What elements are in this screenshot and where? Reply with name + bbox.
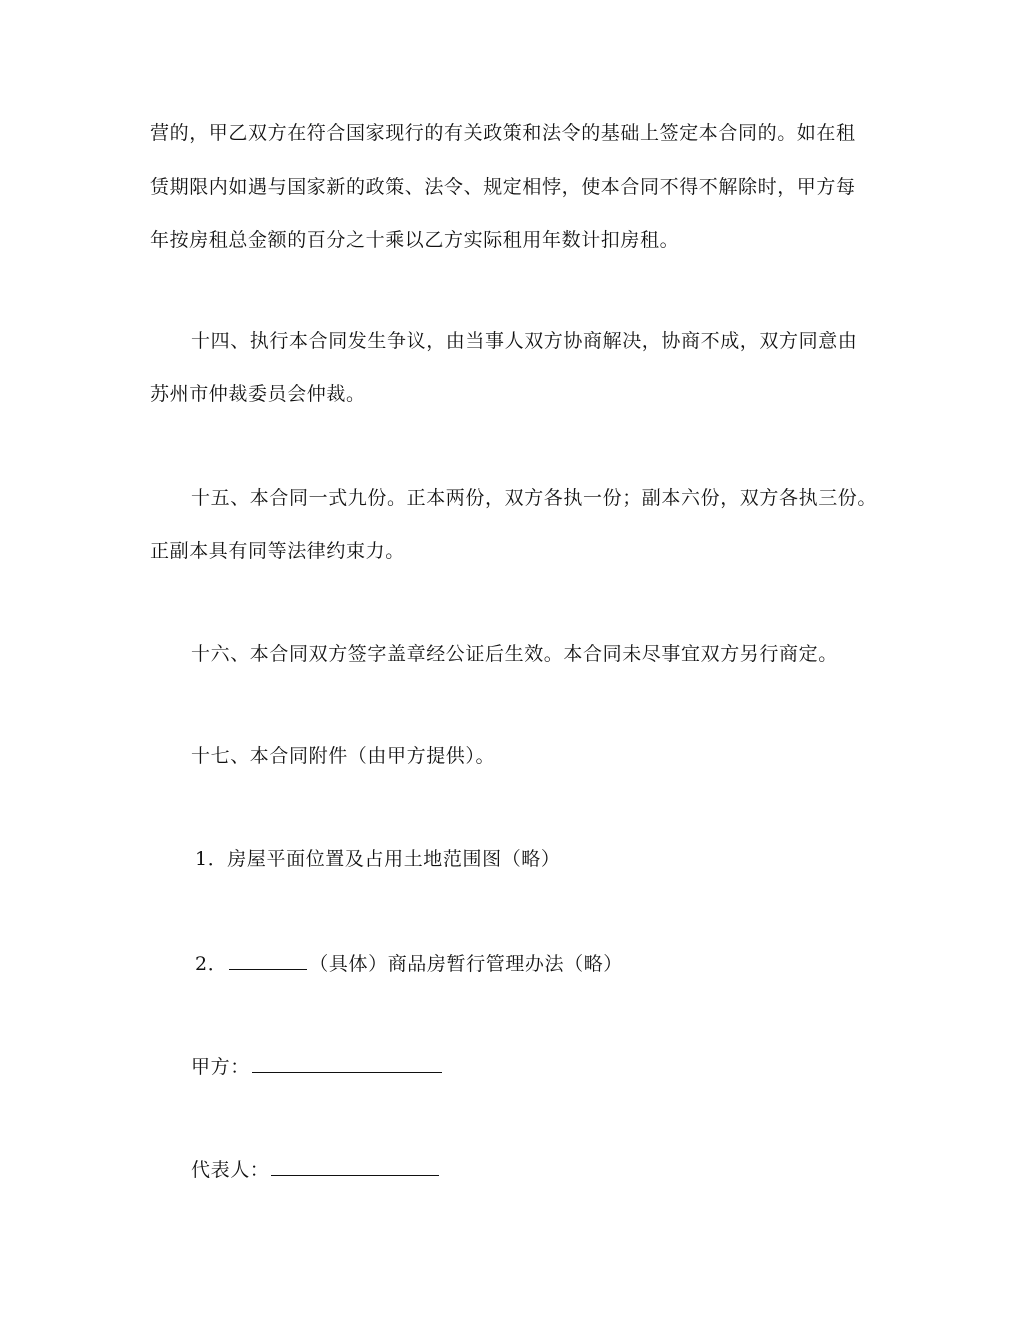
paragraph-13-line-2: 赁期限内如遇与国家新的政策、法令、规定相悖，使本合同不得不解除时，甲方每 bbox=[150, 176, 856, 198]
paragraph-13-line-1: 营的，甲乙双方在符合国家现行的有关政策和法令的基础上签定本合同的。如在租 bbox=[150, 122, 856, 144]
party-a-signature-row bbox=[191, 1054, 442, 1080]
attachment-item-2 bbox=[195, 951, 623, 977]
paragraph-14-line-2: 苏州市仲裁委员会仲裁。 bbox=[150, 383, 366, 405]
attachment-item-2-blank-field[interactable] bbox=[229, 968, 307, 970]
paragraph-17-line-1: 十七、本合同附件（由甲方提供）。 bbox=[191, 745, 496, 767]
paragraph-15-line-2: 正副本具有同等法律约束力。 bbox=[150, 540, 405, 562]
paragraph-16-line-1: 十六、本合同双方签字盖章经公证后生效。本合同未尽事宜双方另行商定。 bbox=[191, 643, 838, 665]
paragraph-15-line-1: 十五、本合同一式九份。正本两份，双方各执一份；副本六份，双方各执三份。 bbox=[191, 487, 878, 509]
attachment-item-1: 1．房屋平面位置及占用土地范围图（略） bbox=[195, 848, 561, 870]
representative-signature-row bbox=[191, 1157, 439, 1183]
party-a-signature-field[interactable] bbox=[252, 1071, 442, 1073]
attachment-item-2-text: （具体）商品房暂行管理办法（略） bbox=[309, 953, 623, 975]
paragraph-14-line-1: 十四、执行本合同发生争议，由当事人双方协商解决，协商不成，双方同意由 bbox=[191, 330, 858, 352]
representative-signature-field[interactable] bbox=[271, 1174, 439, 1176]
representative-label: 代表人： bbox=[191, 1159, 270, 1181]
party-a-label: 甲方： bbox=[191, 1056, 250, 1078]
paragraph-13-line-3: 年按房租总金额的百分之十乘以乙方实际租用年数计扣房租。 bbox=[150, 229, 680, 251]
attachment-item-2-number: 2． bbox=[195, 953, 228, 975]
